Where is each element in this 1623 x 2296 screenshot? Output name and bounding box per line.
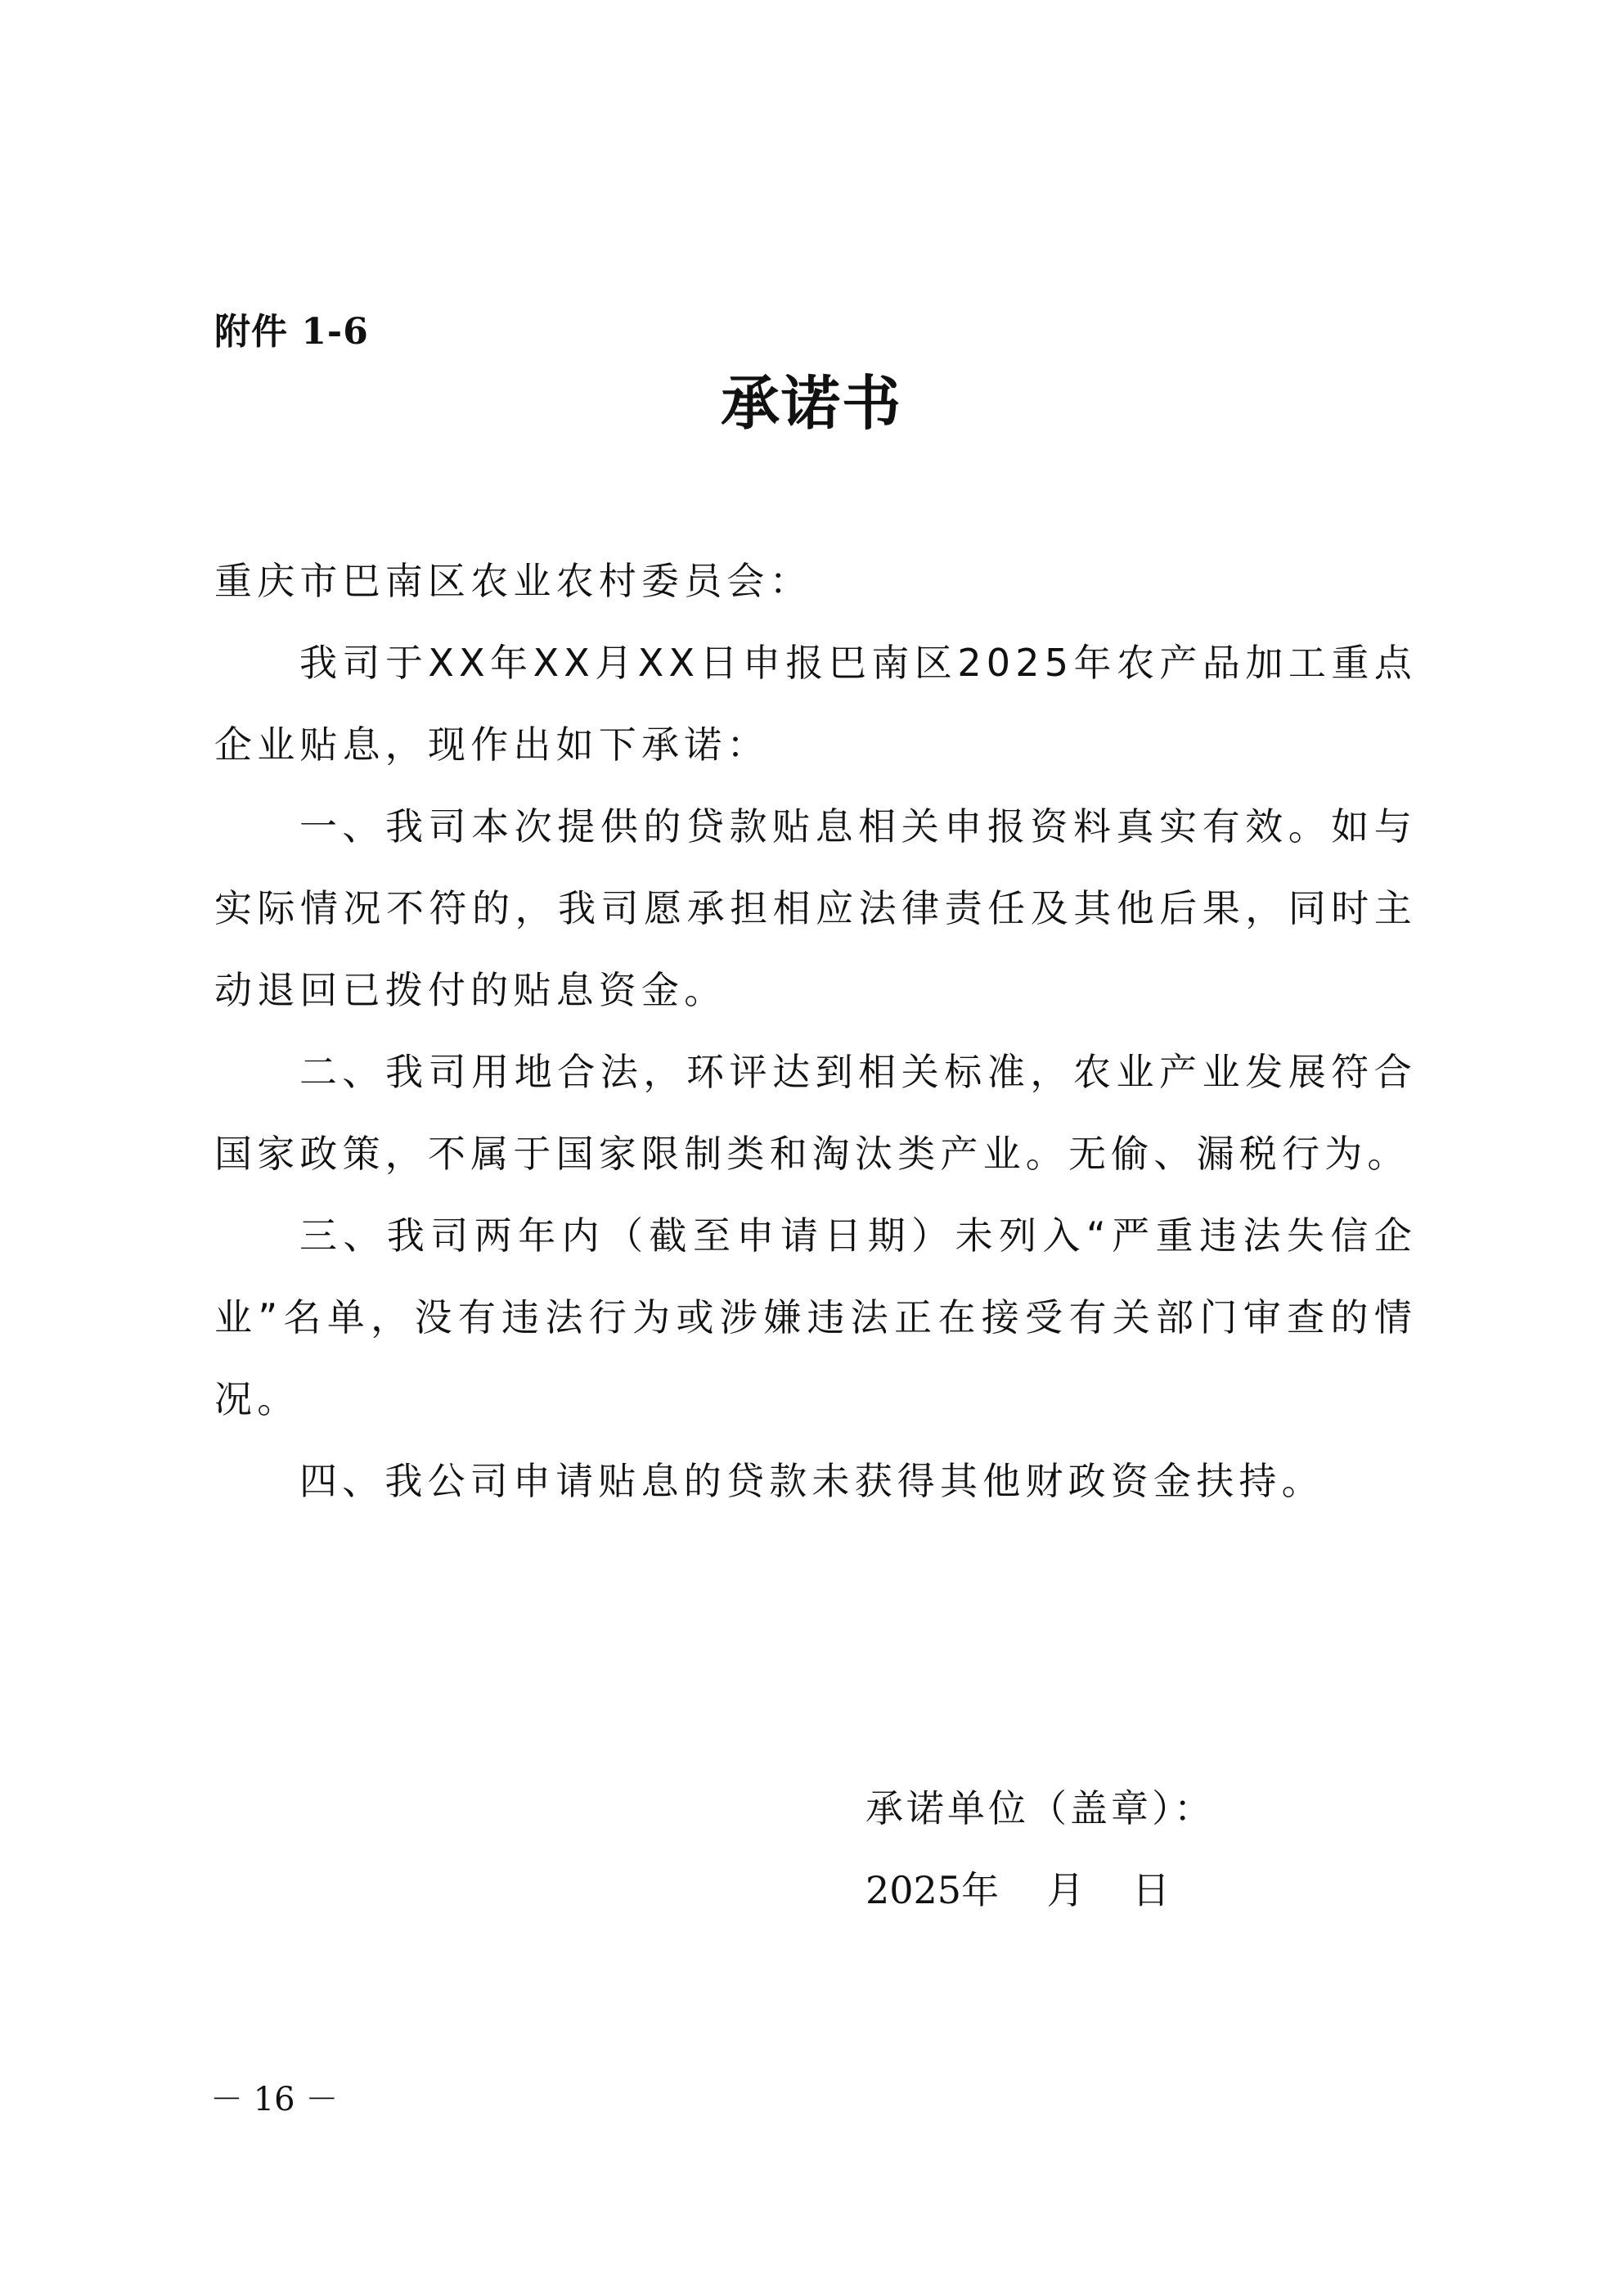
- attachment-label: 附件 1-6: [214, 311, 369, 353]
- commitment-1: 一、我司本次提供的贷款贴息相关申报资料真实有效。如与实际情况不符的，我司愿承担相应法律责任及其他后果，同时主动退回已拨付的贴息资金。: [214, 804, 1417, 1012]
- salutation: 重庆市巴南区农业农村委员会：: [214, 559, 812, 603]
- signature-date: 2025年 月 日: [865, 1868, 1171, 1912]
- document-title: 承诺书: [720, 368, 902, 438]
- signature-block: [865, 1767, 1215, 1931]
- document-body: [214, 540, 1417, 1522]
- commitment-2: 二、我司用地合法，环评达到相关标准，农业产业发展符合国家政策，不属于国家限制类和淘汰类产业。无偷、漏税行为。: [214, 1050, 1417, 1176]
- intro-paragraph: 我司于XX年XX月XX日申报巴南区2025年农产品加工重点企业贴息，现作出如下承诺：: [214, 641, 1417, 767]
- commitment-3: 三、我司两年内（截至申请日期）未列入“严重违法失信企业”名单，没有违法行为或涉嫌违法正在接受有关部门审查的情况。: [214, 1213, 1417, 1421]
- signature-unit-label: 承诺单位（盖章）：: [865, 1786, 1215, 1830]
- page-number: － 16 －: [210, 2081, 339, 2118]
- commitment-4: 四、我公司申请贴息的贷款未获得其他财政资金扶持。: [299, 1459, 1324, 1503]
